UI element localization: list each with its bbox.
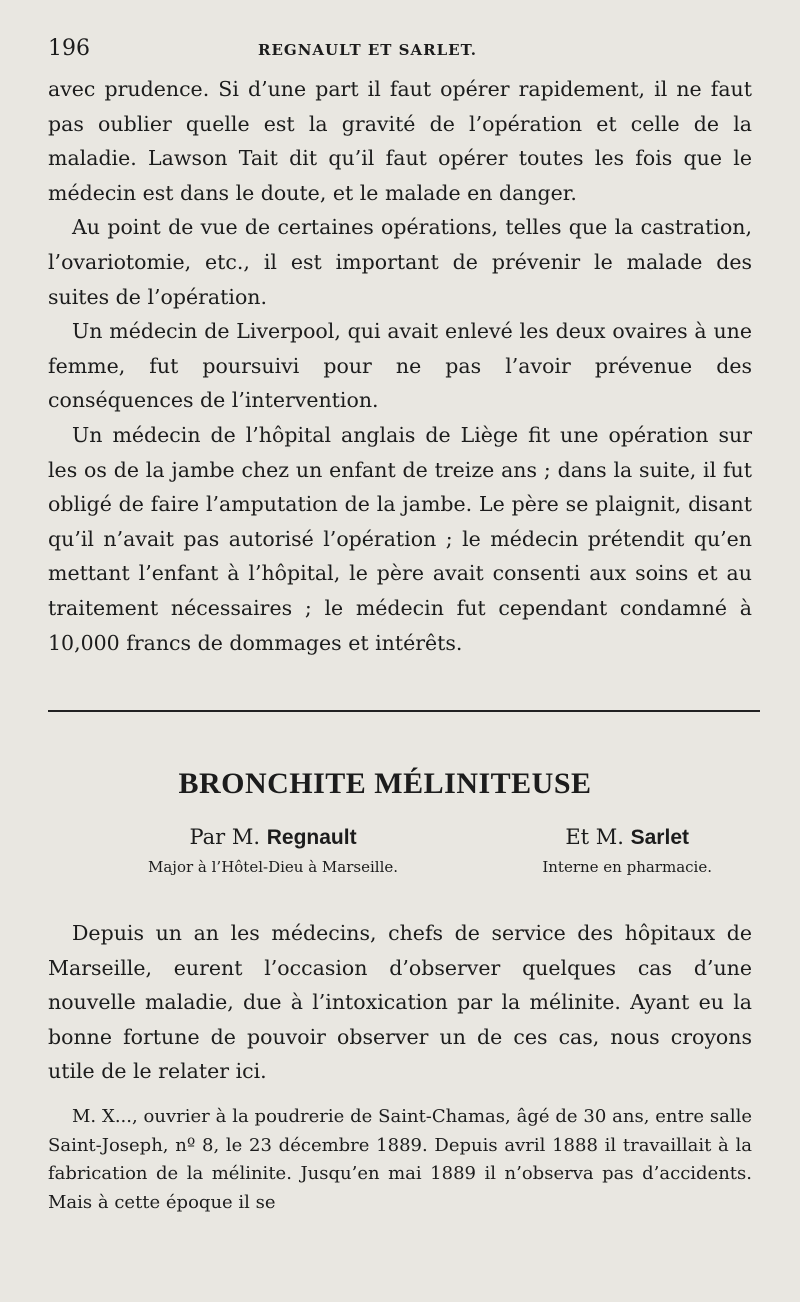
author-sarlet — [542, 825, 712, 876]
author-affiliation: Major à l’Hôtel-Dieu à Marseille. — [148, 858, 399, 877]
authors-block — [48, 825, 752, 876]
running-title: REGNAULT ET SARLET. — [258, 41, 478, 59]
page-number: 196 — [48, 36, 90, 61]
article-title: BRONCHITE MÉLINITEUSE — [178, 767, 592, 801]
paragraph-continued: avec prudence. Si d’une part il faut opérer rapidement, il ne faut pas oublier quelle est la gravité de l’opération et celle de la maladie. Lawson Tait dit qu’il faut opérer toutes les fois que le médecin est dans le doute, et le malade en danger. — [48, 77, 752, 205]
article-intro: Depuis un an les médecins, chefs de service des hôpitaux de Marseille, eurent l’occasion d’observer quelques cas d’une nouvelle maladie, due à l’intoxication par la mélinite. Ayant eu la bonne fortune de pouvoir observer un de ces cas, nous croyons utile de le relater ici. — [48, 921, 752, 1084]
author-affiliation: Interne en pharmacie. — [542, 858, 712, 877]
author-regnault — [148, 825, 398, 876]
section-divider — [48, 710, 760, 712]
page-header — [48, 36, 752, 72]
author-prefix: Et M. — [565, 825, 624, 850]
paragraph: Un médecin de l’hôpital anglais de Liège fit une opération sur les os de la jambe chez un enfant de treize ans ; dans la suite, il fut obligé de faire l’amputation de la jambe. Le père se plaignit, disant qu’il n’avait pas autorisé l’opération ; le médecin prétendit qu’en mettant l’enfant à l’hôpital, le père avait consenti aux soins et au traitement nécessaires ; le médecin fut cependant condamné à 10,000 francs de dommages et intérêts. — [48, 422, 752, 655]
author-prefix: Par M. — [189, 825, 261, 850]
paragraph: Un médecin de Liverpool, qui avait enlevé les deux ovaires à une femme, fut poursuivi pour ne pas l’avoir prévenue des conséquences de l’intervention. — [48, 319, 752, 413]
paragraph: Au point de vue de certaines opérations, telles que la castration, l’ovariotomie, etc., il est important de prévenir le malade des suites de l’opération. — [48, 215, 752, 309]
author-name: Regnault — [266, 826, 357, 850]
author-name: Sarlet — [630, 826, 689, 850]
case-report: M. X..., ouvrier à la poudrerie de Saint-Chamas, âgé de 30 ans, entre salle Saint-Joseph, nº 8, le 23 décembre 1889. Depuis avril 1888 il travaillait à la fabrication de la mélinite. Jusqu’en mai 1889 il n’observa pas d’accidents. Mais à cette époque il se — [48, 1106, 752, 1213]
article-body — [48, 916, 752, 1217]
